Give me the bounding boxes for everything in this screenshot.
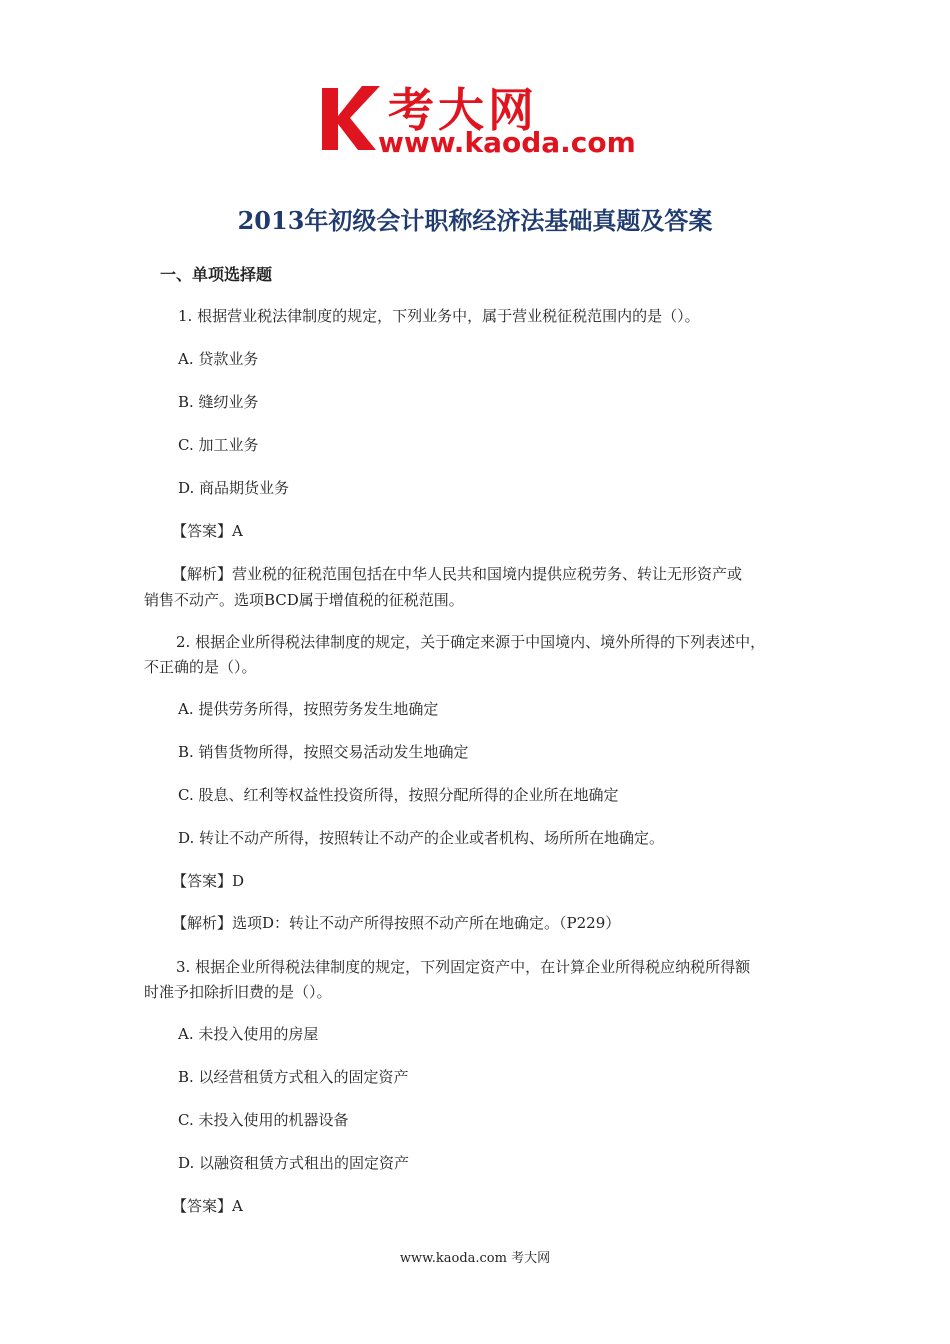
q1-answer: 【答案】A [172,522,243,540]
q2-option-b: B. 销售货物所得，按照交易活动发生地确定 [178,743,469,761]
q2-option-c: C. 股息、红利等权益性投资所得，按照分配所得的企业所在地确定 [178,786,619,804]
q1-option-d: D. 商品期货业务 [178,479,290,497]
q3-stem-line1: 3. 根据企业所得税法律制度的规定，下列固定资产中，在计算企业所得税应纳税所得额 [176,958,751,976]
document-title: 2013年初级会计职称经济法基础真题及答案 [237,206,713,235]
q1-option-b: B. 缝纫业务 [178,393,259,411]
q1-option-c: C. 加工业务 [178,436,259,454]
q3-option-b: B. 以经营租赁方式租入的固定资产 [178,1068,409,1086]
q3-stem-line2: 时准予扣除折旧费的是（）。 [144,983,332,1001]
q3-option-a: A. 未投入使用的房屋 [178,1025,319,1043]
q2-stem-line1: 2. 根据企业所得税法律制度的规定，关于确定来源于中国境内、境外所得的下列表述中， [176,633,766,651]
logo-chinese-name: 考大网 [388,83,538,137]
k-logo-icon [318,80,386,152]
q2-option-d: D. 转让不动产所得，按照转让不动产的企业或者机构、场所所在地确定。 [178,829,665,847]
q2-analysis: 【解析】选项D：转让不动产所得按照不动产所在地确定。（P229） [172,914,621,932]
q3-option-d: D. 以融资租赁方式租出的固定资产 [178,1154,410,1172]
q1-analysis-line2: 销售不动产。选项BCD属于增值税的征税范围。 [144,591,464,609]
q1-stem: 1. 根据营业税法律制度的规定，下列业务中，属于营业税征税范围内的是（）。 [178,307,700,325]
q2-option-a: A. 提供劳务所得，按照劳务发生地确定 [178,700,439,718]
kaoda-logo [318,80,638,162]
q1-analysis-line1: 【解析】营业税的征税范围包括在中华人民共和国境内提供应税劳务、转让无形资产或 [172,565,743,583]
q3-option-c: C. 未投入使用的机器设备 [178,1111,349,1129]
q3-answer: 【答案】A [172,1197,243,1215]
q1-option-a: A. 贷款业务 [178,350,259,368]
page-footer: www.kaoda.com 考大网 [399,1251,551,1266]
section-heading: 一、单项选择题 [160,265,273,284]
q2-answer: 【答案】D [172,872,245,890]
q2-stem-line2: 不正确的是（）。 [144,658,257,676]
logo-url: www.kaoda.com [378,126,636,159]
